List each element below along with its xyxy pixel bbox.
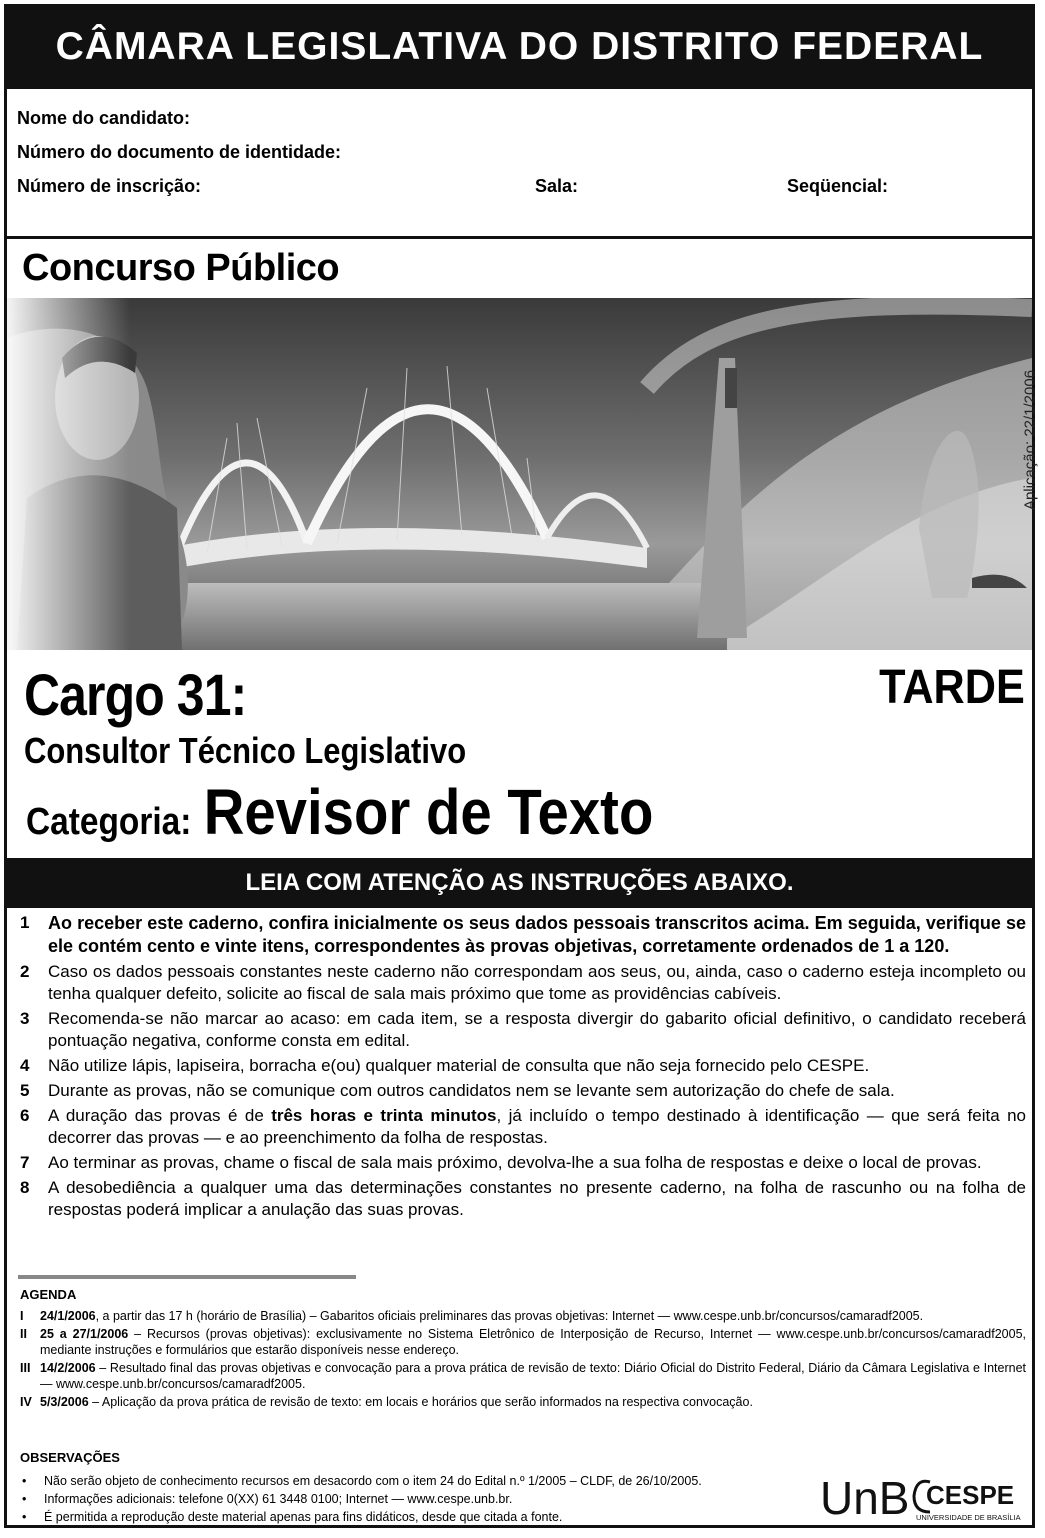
instruction-text-pre: A duração das provas é de xyxy=(48,1106,272,1125)
agenda-divider xyxy=(18,1275,356,1279)
registration-label: Número de inscrição: xyxy=(17,176,202,196)
instruction-number: 1 xyxy=(20,913,30,932)
bullet-icon: • xyxy=(22,1510,27,1524)
instruction-item xyxy=(20,961,1026,1005)
instruction-number: 5 xyxy=(20,1081,30,1100)
agenda-number: III xyxy=(20,1361,31,1375)
instruction-text-post: , já incluído o tempo destinado à identificação — que será feita no decorrer das provas — e ao preenchimento da folha de respostas. xyxy=(48,1106,1026,1147)
agenda-number: II xyxy=(20,1327,27,1341)
instructions-list xyxy=(20,912,1026,1224)
instructions-banner xyxy=(4,858,1035,908)
candidate-info xyxy=(17,108,1017,210)
agenda-title: AGENDA xyxy=(20,1287,77,1302)
category-label: Categoria: xyxy=(26,801,192,843)
sequential-label: Seqüencial: xyxy=(787,176,889,196)
candidate-name-label: Nome do candidato: xyxy=(17,108,191,128)
room-label: Sala: xyxy=(535,176,579,196)
instruction-number: 6 xyxy=(20,1106,30,1125)
observation-item xyxy=(20,1490,800,1508)
instruction-text: Não utilize lápis, lapiseira, borracha e(ou) qualquer material de consulta que não seja fornecido pelo CESPE. xyxy=(48,1056,870,1075)
agenda-item xyxy=(20,1308,1026,1324)
agenda-date: 14/2/2006 xyxy=(40,1361,96,1375)
instruction-number: 8 xyxy=(20,1178,30,1197)
instruction-item xyxy=(20,1105,1026,1149)
agenda-text: – Resultado final das provas objetivas e convocação para a prova prática de revisão de texto: Diário Oficial do Distrito Federal, Diário da Câmara Legislativa e Internet — www.cespe.unb.br/concursos/camaradf2005. xyxy=(40,1361,1026,1391)
category xyxy=(26,775,653,849)
page-title xyxy=(4,4,1035,89)
instruction-text: Recomenda-se não marcar ao acaso: em cada item, se a resposta divergir do gabarito oficial definitivo, o candidato receberá pontuação negativa, conforme consta em edital. xyxy=(48,1009,1026,1050)
bullet-icon: • xyxy=(22,1492,27,1506)
instructions-title: LEIA COM ATENÇÃO AS INSTRUÇÕES ABAIXO. xyxy=(245,869,794,896)
instruction-text-bold: três horas e trinta minutos xyxy=(271,1106,497,1125)
agenda-text: , a partir das 17 h (horário de Brasília) – Gabaritos oficiais preliminares das provas objetivas: Internet — www.cespe.unb.br/concursos/camaradf2005. xyxy=(95,1309,924,1323)
agenda-item xyxy=(20,1360,1026,1392)
observation-text: É permitida a reprodução deste material apenas para fins didáticos, desde que citada a fonte. xyxy=(44,1510,563,1524)
job-number: Cargo 31: xyxy=(24,663,247,728)
logo-cespe-text: CESPE xyxy=(926,1480,1015,1510)
agenda-list xyxy=(20,1308,1026,1412)
observation-item xyxy=(20,1472,800,1490)
instruction-item xyxy=(20,912,1026,958)
instruction-item xyxy=(20,1152,1026,1174)
category-value: Revisor de Texto xyxy=(203,776,654,848)
instruction-text: Ao terminar as provas, chame o fiscal de sala mais próximo, devolva-lhe a sua folha de respostas e deixe o local de provas. xyxy=(48,1153,982,1172)
contest-heading: Concurso Público xyxy=(22,247,340,289)
agenda-item xyxy=(20,1326,1026,1358)
agenda-date: 25 a 27/1/2006 xyxy=(40,1327,129,1341)
logo-sub-text: UNIVERSIDADE DE BRASÍLIA xyxy=(916,1513,1021,1522)
instruction-text: Ao receber este caderno, confira inicialmente os seus dados pessoais transcritos acima. Em seguida, verifique se ele contém cento e vinte itens, correspondentes às provas objetivas, corretamente ordenados de 1 a 120. xyxy=(48,913,1026,956)
instruction-number: 4 xyxy=(20,1056,30,1075)
instruction-item xyxy=(20,1080,1026,1102)
agenda-date: 24/1/2006 xyxy=(40,1309,96,1323)
application-date xyxy=(1020,360,1040,520)
agenda-text: – Aplicação da prova prática de revisão de texto: em locais e horários que serão informados na respectiva convocação. xyxy=(88,1395,753,1409)
unb-cespe-logo xyxy=(818,1468,1028,1526)
instruction-number: 3 xyxy=(20,1009,30,1028)
observations-title: OBSERVAÇÕES xyxy=(20,1450,120,1465)
agenda-item xyxy=(20,1394,1026,1410)
section-divider xyxy=(4,236,1035,239)
agenda-number: IV xyxy=(20,1395,32,1409)
instruction-number: 2 xyxy=(20,962,30,981)
agenda-text: – Recursos (provas objetivas): exclusivamente no Sistema Eletrônico de Interposição de Recurso, Internet — www.cespe.unb.br/concursos/camaradf2005, mediante instruções e formulários que estarão disponíveis nesse endereço. xyxy=(40,1327,1026,1357)
instruction-text: Durante as provas, não se comunique com outros candidatos nem se levante sem autorização do chefe de sala. xyxy=(48,1081,895,1100)
observation-item xyxy=(20,1508,800,1526)
job-title: Consultor Técnico Legislativo xyxy=(24,730,467,771)
shift-label: TARDE xyxy=(879,661,1025,714)
title-text: CÂMARA LEGISLATIVA DO DISTRITO FEDERAL xyxy=(55,24,984,68)
agenda-number: I xyxy=(20,1309,24,1323)
instruction-text: A desobediência a qualquer uma das determinações constantes no presente caderno, na folha de rascunho ou na folha de respostas poderá implicar a anulação das suas provas. xyxy=(48,1178,1026,1219)
instruction-item xyxy=(20,1177,1026,1221)
instruction-text: Caso os dados pessoais constantes neste caderno não correspondam aos seus, ou, ainda, caso o caderno esteja incompleto ou tenha qualquer defeito, solicite ao fiscal de sala mais próximo que tome as providências cabíveis. xyxy=(48,962,1026,1003)
application-date-text: Aplicação: 22/1/2006 xyxy=(1021,369,1039,511)
cover-photo xyxy=(7,298,1032,650)
observations-list xyxy=(20,1472,800,1526)
instruction-number: 7 xyxy=(20,1153,30,1172)
logo-unb-text: UnB xyxy=(820,1472,910,1524)
instruction-text xyxy=(48,1106,1026,1147)
observation-text: Informações adicionais: telefone 0(XX) 61 3448 0100; Internet — www.cespe.unb.br. xyxy=(44,1492,513,1506)
observation-text: Não serão objeto de conhecimento recursos em desacordo com o item 24 do Edital n.º 1/2005 – CLDF, de 26/10/2005. xyxy=(44,1474,702,1488)
agenda-date: 5/3/2006 xyxy=(40,1395,89,1409)
id-document-label: Número do documento de identidade: xyxy=(17,142,342,162)
instruction-item xyxy=(20,1008,1026,1052)
bullet-icon: • xyxy=(22,1474,27,1488)
instruction-item xyxy=(20,1055,1026,1077)
